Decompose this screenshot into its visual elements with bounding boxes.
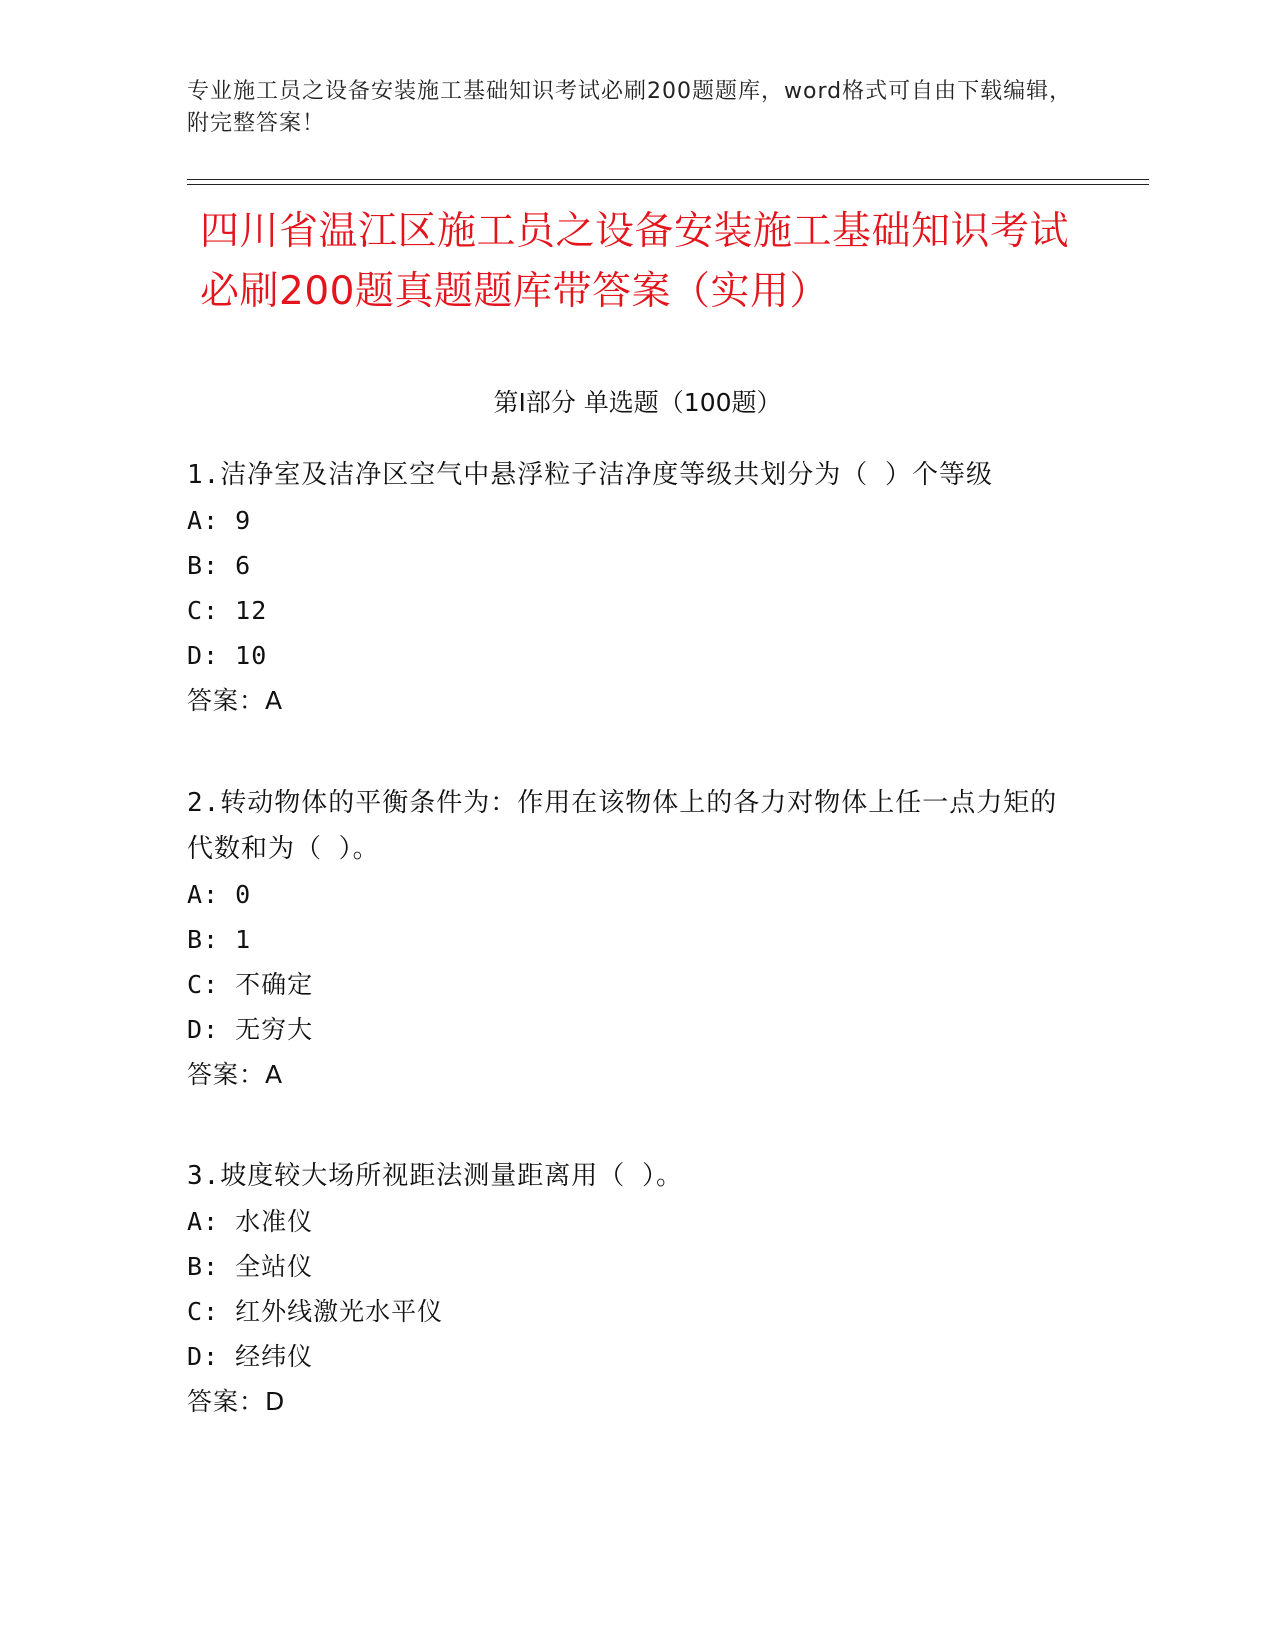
option-b: B: 1 <box>187 925 252 954</box>
question-3 <box>187 1153 1077 1425</box>
option-d: D: 无穷大 <box>187 1015 314 1044</box>
option-c: C: 不确定 <box>187 970 314 999</box>
question-stem: 1.洁净室及洁净区空气中悬浮粒子洁净度等级共划分为（ ）个等级 <box>187 460 993 490</box>
document-title: 四川省温江区施工员之设备安装施工基础知识考试必刷200题真题题库带答案（实用） <box>200 209 1070 314</box>
option-b: B: 全站仪 <box>187 1252 314 1281</box>
option-a: A: 0 <box>187 880 252 909</box>
answer: 答案：A <box>187 686 284 715</box>
header-divider-top <box>187 179 1149 180</box>
option-d: D: 10 <box>187 641 268 670</box>
question-stem: 2.转动物体的平衡条件为：作用在该物体上的各力对物体上任一点力矩的代数和为（ ）。 <box>187 788 1058 864</box>
option-c: C: 12 <box>187 596 268 625</box>
answer: 答案：A <box>187 1060 284 1089</box>
option-c: C: 红外线激光水平仪 <box>187 1297 444 1326</box>
option-b: B: 6 <box>187 551 252 580</box>
option-a: A: 水准仪 <box>187 1207 314 1236</box>
answer: 答案：D <box>187 1387 286 1416</box>
question-1 <box>187 452 1077 724</box>
header-divider-bottom <box>187 184 1149 185</box>
question-stem: 3.坡度较大场所视距法测量距离用（ ）。 <box>187 1161 683 1191</box>
header-note: 专业施工员之设备安装施工基础知识考试必刷200题题库，word格式可自由下载编辑，附完整答案！ <box>187 79 1073 136</box>
option-d: D: 经纬仪 <box>187 1342 314 1371</box>
option-a: A: 9 <box>187 506 252 535</box>
section-title: 第Ⅰ部分 单选题（100题） <box>493 388 782 417</box>
question-2 <box>187 780 1077 1098</box>
